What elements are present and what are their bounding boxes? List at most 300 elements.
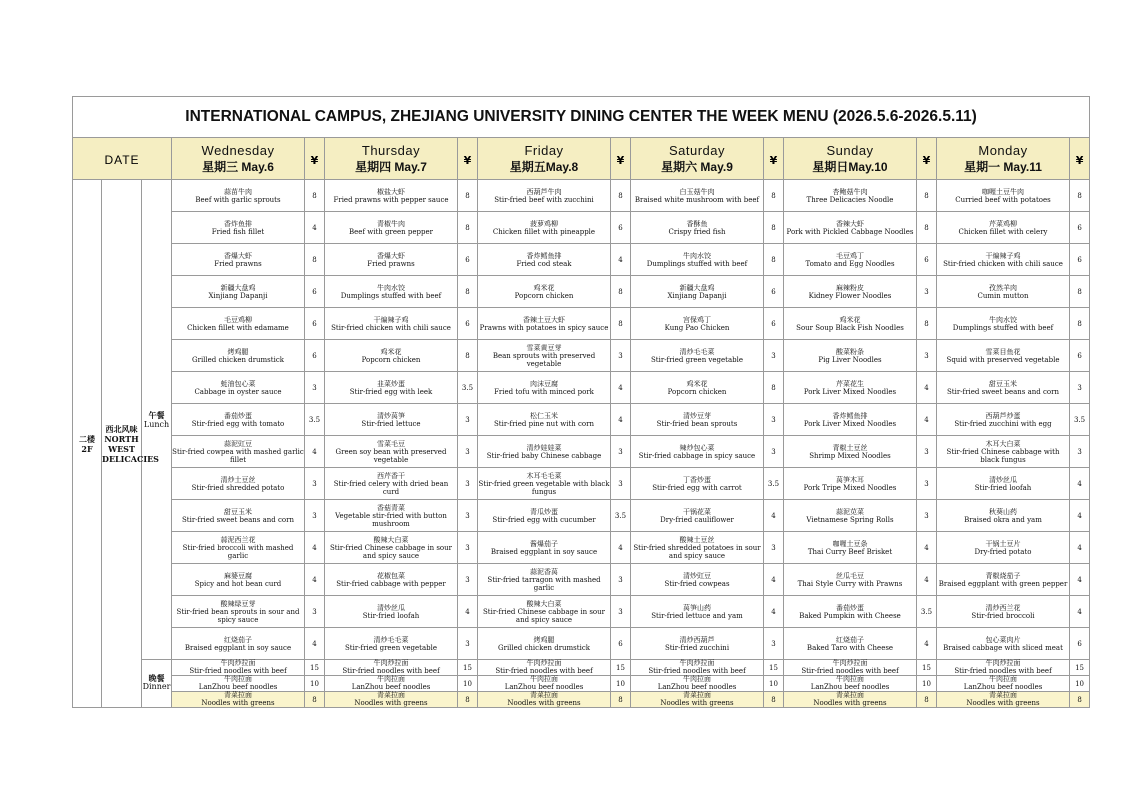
dish-price: 8 bbox=[764, 372, 784, 404]
dish-name-cn: 清炒丝瓜 bbox=[989, 475, 1017, 484]
dish-cell bbox=[172, 436, 305, 468]
dish-name-en: Stir-fried green vegetable bbox=[651, 355, 743, 364]
dish-cell bbox=[937, 564, 1070, 596]
dish-price: 6 bbox=[305, 276, 325, 308]
meal-dinner-en: Dinner bbox=[142, 682, 171, 692]
dish-name-cn: 蒜泥香莴 bbox=[530, 567, 558, 576]
dish-name-en: Stir-fried sweet beans and corn bbox=[182, 515, 294, 524]
dish-name-cn: 丝瓜毛豆 bbox=[836, 571, 864, 580]
dish-price: 3 bbox=[764, 436, 784, 468]
dish-name-cn: 菠萝鸡柳 bbox=[530, 219, 558, 228]
dish-name-en: Vegetable stir-fried with button mushroom bbox=[335, 511, 447, 528]
price-header: ¥ bbox=[917, 138, 937, 180]
dish-name-cn: 鸡米花 bbox=[380, 347, 402, 356]
dish-cell bbox=[478, 276, 611, 308]
dish-name-en: Stir-fried loofah bbox=[974, 483, 1032, 492]
dish-price: 3 bbox=[611, 564, 631, 596]
dish-cell bbox=[937, 372, 1070, 404]
dish-price: 4 bbox=[917, 532, 937, 564]
dish-name-cn: 松仁玉米 bbox=[530, 411, 558, 420]
dish-price: 3 bbox=[764, 404, 784, 436]
dish-name-cn: 红烧茄子 bbox=[836, 635, 864, 644]
dish-name-en: Curried beef with potatoes bbox=[955, 195, 1051, 204]
dish-cell bbox=[631, 276, 764, 308]
day-header-row bbox=[73, 138, 1090, 180]
dish-name-cn: 新疆大盘鸡 bbox=[220, 283, 256, 292]
dish-price: 4 bbox=[917, 564, 937, 596]
dish-name-cn: 烤鸡腿 bbox=[227, 347, 249, 356]
dish-price: 6 bbox=[305, 340, 325, 372]
dish-name-en: Stir-fried bean sprouts bbox=[656, 419, 738, 428]
dish-cell bbox=[478, 676, 611, 692]
dish-name-cn: 甜豆玉米 bbox=[989, 379, 1017, 388]
dish-name-cn: 雪菜毛豆 bbox=[377, 439, 405, 448]
dish-name-en: Dumplings stuffed with beef bbox=[952, 323, 1054, 332]
dish-name-cn: 牛肉水饺 bbox=[377, 283, 405, 292]
dish-cell bbox=[478, 180, 611, 212]
dish-name-cn: 韭菜炒蛋 bbox=[377, 379, 405, 388]
dish-name-en: Spicy and hot bean curd bbox=[194, 579, 282, 588]
dish-name-en: Thai Curry Beef Brisket bbox=[807, 547, 893, 556]
dish-price: 8 bbox=[611, 308, 631, 340]
dish-cell bbox=[631, 308, 764, 340]
menu-row bbox=[73, 660, 1090, 676]
dish-cell bbox=[478, 212, 611, 244]
day-header-thursday: Thursday 星期四 May.7 bbox=[325, 138, 458, 180]
menu-row bbox=[73, 180, 1090, 212]
dish-cell bbox=[325, 212, 458, 244]
dish-cell bbox=[784, 660, 917, 676]
dish-price: 4 bbox=[305, 564, 325, 596]
dish-price: 4 bbox=[305, 532, 325, 564]
dish-price: 3.5 bbox=[764, 468, 784, 500]
dish-cell bbox=[325, 372, 458, 404]
dish-cell bbox=[937, 212, 1070, 244]
dish-price: 8 bbox=[458, 692, 478, 708]
dish-cell bbox=[325, 500, 458, 532]
dish-price: 3 bbox=[458, 436, 478, 468]
dish-cell bbox=[172, 212, 305, 244]
dish-name-en: Braised white mushroom with beef bbox=[634, 195, 760, 204]
dish-name-en: Cabbage in oyster sauce bbox=[194, 387, 282, 396]
dish-name-en: Stir-fried egg with carrot bbox=[652, 483, 742, 492]
dish-cell bbox=[172, 500, 305, 532]
dish-price: 8 bbox=[458, 340, 478, 372]
dish-price: 3 bbox=[764, 340, 784, 372]
dish-name-cn: 清炒西葫芦 bbox=[679, 635, 715, 644]
dish-cell bbox=[631, 180, 764, 212]
dish-name-en: Stir-fried baby Chinese cabbage bbox=[486, 451, 602, 460]
dish-name-cn: 莴笋山药 bbox=[683, 603, 711, 612]
dish-cell bbox=[478, 308, 611, 340]
dish-price: 10 bbox=[611, 676, 631, 692]
dish-name-cn: 青菜拉面 bbox=[989, 691, 1017, 699]
dish-price: 8 bbox=[764, 692, 784, 708]
dish-name-cn: 新疆大盘鸡 bbox=[679, 283, 715, 292]
floor-en: 2F bbox=[81, 443, 93, 454]
dish-name-cn: 花椒包菜 bbox=[377, 571, 405, 580]
dish-name-cn: 红烧茄子 bbox=[224, 635, 252, 644]
dish-name-cn: 蚝油包心菜 bbox=[220, 379, 256, 388]
dish-cell bbox=[784, 276, 917, 308]
dish-price: 4 bbox=[1070, 596, 1090, 628]
dish-price: 3 bbox=[458, 404, 478, 436]
dish-price: 8 bbox=[764, 180, 784, 212]
dish-price: 3 bbox=[917, 276, 937, 308]
dish-name-en: Braised eggplant in soy sauce bbox=[490, 547, 598, 556]
dish-price: 6 bbox=[305, 308, 325, 340]
dish-price: 8 bbox=[917, 692, 937, 708]
dish-price: 3 bbox=[917, 500, 937, 532]
dish-cell bbox=[325, 468, 458, 500]
dish-cell bbox=[784, 308, 917, 340]
dish-name-en: LanZhou beef noodles bbox=[963, 682, 1043, 691]
dish-cell bbox=[478, 244, 611, 276]
meal-lunch-en: Lunch bbox=[143, 419, 170, 429]
dish-price: 3 bbox=[458, 500, 478, 532]
dish-cell bbox=[631, 372, 764, 404]
dish-name-cn: 清炒毛毛菜 bbox=[373, 635, 409, 644]
dish-price: 3 bbox=[611, 596, 631, 628]
dish-name-en: Stir-fried noodles with beef bbox=[648, 666, 746, 675]
dish-name-cn: 西葫芦炒蛋 bbox=[985, 411, 1021, 420]
dish-price: 8 bbox=[917, 180, 937, 212]
menu-row bbox=[73, 404, 1090, 436]
dish-price: 8 bbox=[764, 212, 784, 244]
dish-name-en: Stir-fried noodles with beef bbox=[189, 666, 287, 675]
dish-cell bbox=[937, 244, 1070, 276]
dish-name-cn: 木耳毛毛菜 bbox=[526, 471, 562, 480]
dish-price: 3.5 bbox=[458, 372, 478, 404]
dish-cell bbox=[631, 660, 764, 676]
dish-price: 10 bbox=[917, 676, 937, 692]
dish-name-en: Grilled chicken drumstick bbox=[192, 355, 284, 364]
dish-price: 3 bbox=[458, 628, 478, 660]
dish-name-cn: 酸辣大白菜 bbox=[373, 535, 409, 544]
dish-price: 8 bbox=[1070, 692, 1090, 708]
dish-name-en: Grilled chicken drumstick bbox=[498, 643, 590, 652]
dish-cell bbox=[937, 404, 1070, 436]
dish-name-cn: 香炸鳕鱼排 bbox=[832, 411, 868, 420]
dish-name-en: Noodles with greens bbox=[507, 698, 581, 707]
dish-name-en: Stir-fried shredded potatoes in sour and spicy sauce bbox=[633, 543, 761, 560]
dish-cell bbox=[631, 564, 764, 596]
floor-cn: 二楼 bbox=[79, 433, 95, 444]
dish-price: 3 bbox=[611, 436, 631, 468]
dish-cell bbox=[325, 340, 458, 372]
dish-name-en: Dumplings stuffed with beef bbox=[646, 259, 748, 268]
dish-price: 3.5 bbox=[1070, 404, 1090, 436]
dish-name-cn: 清炒毛毛菜 bbox=[679, 347, 715, 356]
dish-name-cn: 烤鸡腿 bbox=[533, 635, 555, 644]
dish-name-en: LanZhou beef noodles bbox=[198, 682, 278, 691]
dish-price: 4 bbox=[764, 564, 784, 596]
dish-name-en: Noodles with greens bbox=[813, 698, 887, 707]
dish-price: 3 bbox=[1070, 372, 1090, 404]
dish-name-cn: 香酥鱼 bbox=[686, 219, 708, 228]
dish-name-cn: 麻婆豆腐 bbox=[224, 571, 252, 580]
dish-name-cn: 蒜泥西兰花 bbox=[220, 535, 256, 544]
dish-name-en: Beef with garlic sprouts bbox=[195, 195, 281, 204]
dish-name-en: Stir-fried Chinese cabbage with black fungus bbox=[946, 447, 1060, 464]
dish-price: 3 bbox=[305, 500, 325, 532]
dish-cell bbox=[631, 244, 764, 276]
dish-cell bbox=[172, 308, 305, 340]
dish-price: 3 bbox=[458, 532, 478, 564]
dish-cell bbox=[631, 404, 764, 436]
meal-dinner-cn: 晚餐 bbox=[148, 672, 165, 683]
dish-name-cn: 蒜泥苋菜 bbox=[836, 507, 864, 516]
dish-cell bbox=[172, 532, 305, 564]
dish-name-en: Fried tofu with minced pork bbox=[494, 387, 594, 396]
dish-price: 3 bbox=[764, 628, 784, 660]
dish-cell bbox=[172, 596, 305, 628]
meal-lunch-cn: 午餐 bbox=[148, 409, 165, 420]
dish-price: 15 bbox=[917, 660, 937, 676]
dish-cell bbox=[937, 340, 1070, 372]
dish-name-cn: 咖喱土豆条 bbox=[832, 539, 868, 548]
dish-cell bbox=[172, 276, 305, 308]
dish-name-en: Stir-fried egg with cucumber bbox=[492, 515, 596, 524]
dish-price: 8 bbox=[917, 212, 937, 244]
dish-name-cn: 芹菜鸡柳 bbox=[989, 219, 1017, 228]
dish-name-cn: 干煸辣子鸡 bbox=[373, 315, 409, 324]
day-header-sunday: Sunday 星期日May.10 bbox=[784, 138, 917, 180]
dish-name-en: Stir-fried loofah bbox=[362, 611, 420, 620]
dish-name-cn: 青瓜炒蛋 bbox=[530, 507, 558, 516]
dish-cell bbox=[172, 676, 305, 692]
price-header: ¥ bbox=[611, 138, 631, 180]
price-header: ¥ bbox=[305, 138, 325, 180]
dish-name-en: Kung Pao Chicken bbox=[664, 323, 730, 332]
dish-name-cn: 毛豆鸡柳 bbox=[224, 315, 252, 324]
dish-cell bbox=[478, 532, 611, 564]
dish-name-cn: 牛肉拉面 bbox=[683, 675, 711, 683]
dish-cell bbox=[937, 180, 1070, 212]
dish-name-en: Stir-fried egg with tomato bbox=[191, 419, 285, 428]
day-header-friday: Friday 星期五May.8 bbox=[478, 138, 611, 180]
dish-name-cn: 香辣土豆大虾 bbox=[523, 315, 565, 324]
dish-price: 4 bbox=[611, 244, 631, 276]
dish-price: 3 bbox=[917, 436, 937, 468]
dish-name-cn: 清炒丝瓜 bbox=[377, 603, 405, 612]
dish-cell bbox=[172, 628, 305, 660]
dish-price: 4 bbox=[917, 372, 937, 404]
dish-cell bbox=[784, 372, 917, 404]
dish-price: 8 bbox=[1070, 308, 1090, 340]
dish-cell bbox=[631, 212, 764, 244]
dish-name-cn: 杏鲍菇牛肉 bbox=[832, 187, 868, 196]
menu-body bbox=[73, 180, 1090, 708]
dish-name-en: Stir-fried Chinese cabbage in sour and spicy sauce bbox=[482, 607, 605, 624]
dish-price: 3 bbox=[917, 340, 937, 372]
dish-name-cn: 清炒娃娃菜 bbox=[526, 443, 562, 452]
dish-name-en: Braised eggplant in soy sauce bbox=[184, 643, 292, 652]
dish-name-cn: 莴笋木耳 bbox=[836, 475, 864, 484]
dish-price: 8 bbox=[458, 276, 478, 308]
dish-price: 8 bbox=[458, 212, 478, 244]
dish-name-cn: 青椒牛肉 bbox=[377, 219, 405, 228]
day-header-wednesday: Wednesday 星期三 May.6 bbox=[172, 138, 305, 180]
dish-price: 8 bbox=[305, 692, 325, 708]
floor-cell bbox=[73, 180, 102, 708]
dish-cell bbox=[937, 660, 1070, 676]
dish-name-en: Popcorn chicken bbox=[514, 291, 574, 300]
dish-name-cn: 青菜拉面 bbox=[530, 691, 558, 699]
dish-price: 6 bbox=[458, 308, 478, 340]
dish-name-en: LanZhou beef noodles bbox=[351, 682, 431, 691]
dish-name-cn: 雪菜黄豆芽 bbox=[526, 343, 562, 352]
dish-name-en: Stir-fried cowpeas bbox=[664, 579, 730, 588]
dish-name-en: Stir-fried green vegetable with black fungus bbox=[478, 479, 610, 496]
dish-name-cn: 牛肉炒拉面 bbox=[526, 659, 562, 667]
dish-name-cn: 清炒豇豆 bbox=[683, 571, 711, 580]
dish-price: 3 bbox=[305, 372, 325, 404]
dish-name-en: Kidney Flower Noodles bbox=[808, 291, 892, 300]
dish-name-en: Noodles with greens bbox=[660, 698, 734, 707]
dish-price: 15 bbox=[764, 660, 784, 676]
dish-cell bbox=[937, 596, 1070, 628]
dish-name-en: Dry-fried potato bbox=[974, 547, 1032, 556]
menu-row bbox=[73, 564, 1090, 596]
dish-name-cn: 香炸鳕鱼排 bbox=[526, 251, 562, 260]
dish-cell bbox=[325, 436, 458, 468]
dish-price: 6 bbox=[764, 276, 784, 308]
dish-cell bbox=[784, 340, 917, 372]
price-header: ¥ bbox=[1070, 138, 1090, 180]
dish-cell bbox=[784, 436, 917, 468]
dish-price: 15 bbox=[458, 660, 478, 676]
dish-price: 3.5 bbox=[611, 500, 631, 532]
dish-cell bbox=[172, 692, 305, 708]
menu-row bbox=[73, 244, 1090, 276]
day-header-saturday: Saturday 星期六 May.9 bbox=[631, 138, 764, 180]
dish-name-en: Stir-fried tarragon with mashed garlic bbox=[487, 575, 601, 592]
dish-cell bbox=[784, 468, 917, 500]
dish-name-en: Squid with preserved vegetable bbox=[946, 355, 1060, 364]
dish-cell bbox=[631, 468, 764, 500]
restaurant-en: NORTH WEST DELICACIES bbox=[102, 433, 159, 464]
dish-name-cn: 西芹香干 bbox=[377, 471, 405, 480]
dish-name-en: Stir-fried cowpea with mashed garlic fillet bbox=[172, 447, 304, 464]
dish-price: 6 bbox=[764, 308, 784, 340]
dish-cell bbox=[325, 308, 458, 340]
menu-row bbox=[73, 340, 1090, 372]
dish-name-cn: 椒盐大虾 bbox=[377, 187, 405, 196]
dish-price: 4 bbox=[1070, 500, 1090, 532]
dish-cell bbox=[784, 676, 917, 692]
dish-cell bbox=[937, 500, 1070, 532]
dish-price: 4 bbox=[305, 628, 325, 660]
dish-name-en: Prawns with potatoes in spicy sauce bbox=[479, 323, 609, 332]
dish-cell bbox=[937, 628, 1070, 660]
dish-name-en: Stir-fried noodles with beef bbox=[342, 666, 440, 675]
dish-price: 4 bbox=[611, 372, 631, 404]
dish-price: 4 bbox=[611, 404, 631, 436]
dish-name-en: Pork Liver Mixed Noodles bbox=[803, 387, 897, 396]
dish-price: 15 bbox=[611, 660, 631, 676]
dish-name-cn: 清炒莴笋 bbox=[377, 411, 405, 420]
dish-name-en: Stir-fried broccoli bbox=[971, 611, 1035, 620]
day-header-monday: Monday 星期一 May.11 bbox=[937, 138, 1070, 180]
dish-name-cn: 干锅土豆片 bbox=[985, 539, 1021, 548]
dish-price: 4 bbox=[305, 436, 325, 468]
dish-cell bbox=[784, 628, 917, 660]
dish-name-cn: 辣炒包心菜 bbox=[679, 443, 715, 452]
dish-name-cn: 香爆大虾 bbox=[377, 251, 405, 260]
dish-name-cn: 芹菜花生 bbox=[836, 379, 864, 388]
dish-name-en: Chicken fillet with celery bbox=[958, 227, 1048, 236]
dish-name-en: Stir-fried celery with dried bean curd bbox=[333, 479, 449, 496]
dish-name-cn: 牛肉拉面 bbox=[530, 675, 558, 683]
dish-cell bbox=[478, 660, 611, 676]
dish-cell bbox=[631, 340, 764, 372]
dish-price: 3 bbox=[305, 596, 325, 628]
menu-table bbox=[72, 96, 1090, 708]
dish-name-en: Bean sprouts with preserved vegetable bbox=[492, 351, 596, 368]
dish-cell bbox=[784, 244, 917, 276]
dish-name-cn: 木耳大白菜 bbox=[985, 439, 1021, 448]
dish-price: 8 bbox=[305, 244, 325, 276]
menu-row bbox=[73, 596, 1090, 628]
dish-name-cn: 牛肉拉面 bbox=[989, 675, 1017, 683]
dish-name-en: Baked Pumpkin with Cheese bbox=[799, 611, 901, 620]
dish-cell bbox=[325, 596, 458, 628]
dish-name-cn: 毛豆鸡丁 bbox=[836, 251, 864, 260]
dish-price: 4 bbox=[764, 500, 784, 532]
dish-name-en: Beef with green pepper bbox=[349, 227, 433, 236]
dish-cell bbox=[631, 676, 764, 692]
dish-name-en: Pork Tripe Mixed Noodles bbox=[803, 483, 897, 492]
dish-price: 3.5 bbox=[305, 404, 325, 436]
dish-cell bbox=[631, 628, 764, 660]
dish-name-en: Pork with Pickled Cabbage Noodles bbox=[786, 227, 914, 236]
dish-name-en: Stir-fried chicken with chili sauce bbox=[331, 323, 451, 332]
dish-cell bbox=[784, 692, 917, 708]
dish-name-cn: 青菜拉面 bbox=[224, 691, 252, 699]
dish-name-en: Stir-fried chicken with chili sauce bbox=[943, 259, 1063, 268]
dish-price: 8 bbox=[611, 692, 631, 708]
dish-name-cn: 西葫芦牛肉 bbox=[526, 187, 562, 196]
dish-name-cn: 牛肉炒拉面 bbox=[832, 659, 868, 667]
meal-lunch bbox=[142, 180, 172, 660]
menu-row bbox=[73, 500, 1090, 532]
dish-name-cn: 宫保鸡丁 bbox=[683, 315, 711, 324]
dish-cell bbox=[172, 660, 305, 676]
dish-cell bbox=[478, 596, 611, 628]
dish-cell bbox=[172, 244, 305, 276]
dish-name-en: Fried fish fillet bbox=[211, 227, 265, 236]
menu-row bbox=[73, 436, 1090, 468]
dish-name-en: Cumin mutton bbox=[977, 291, 1029, 300]
dish-name-en: Fried cod steak bbox=[516, 259, 572, 268]
dish-cell bbox=[478, 436, 611, 468]
dish-cell bbox=[478, 692, 611, 708]
menu-row bbox=[73, 676, 1090, 692]
dish-cell bbox=[784, 532, 917, 564]
dish-price: 3 bbox=[458, 564, 478, 596]
menu-row bbox=[73, 468, 1090, 500]
dish-price: 8 bbox=[764, 244, 784, 276]
dish-name-cn: 酱爆茄子 bbox=[530, 539, 558, 548]
dish-name-cn: 孜然羊肉 bbox=[989, 283, 1017, 292]
dish-cell bbox=[172, 372, 305, 404]
dish-name-cn: 香爆大虾 bbox=[224, 251, 252, 260]
dish-name-cn: 雪菜目鱼花 bbox=[985, 347, 1021, 356]
dish-cell bbox=[172, 340, 305, 372]
dish-name-en: Fried prawns bbox=[367, 259, 415, 268]
dish-name-cn: 番茄炒蛋 bbox=[836, 603, 864, 612]
